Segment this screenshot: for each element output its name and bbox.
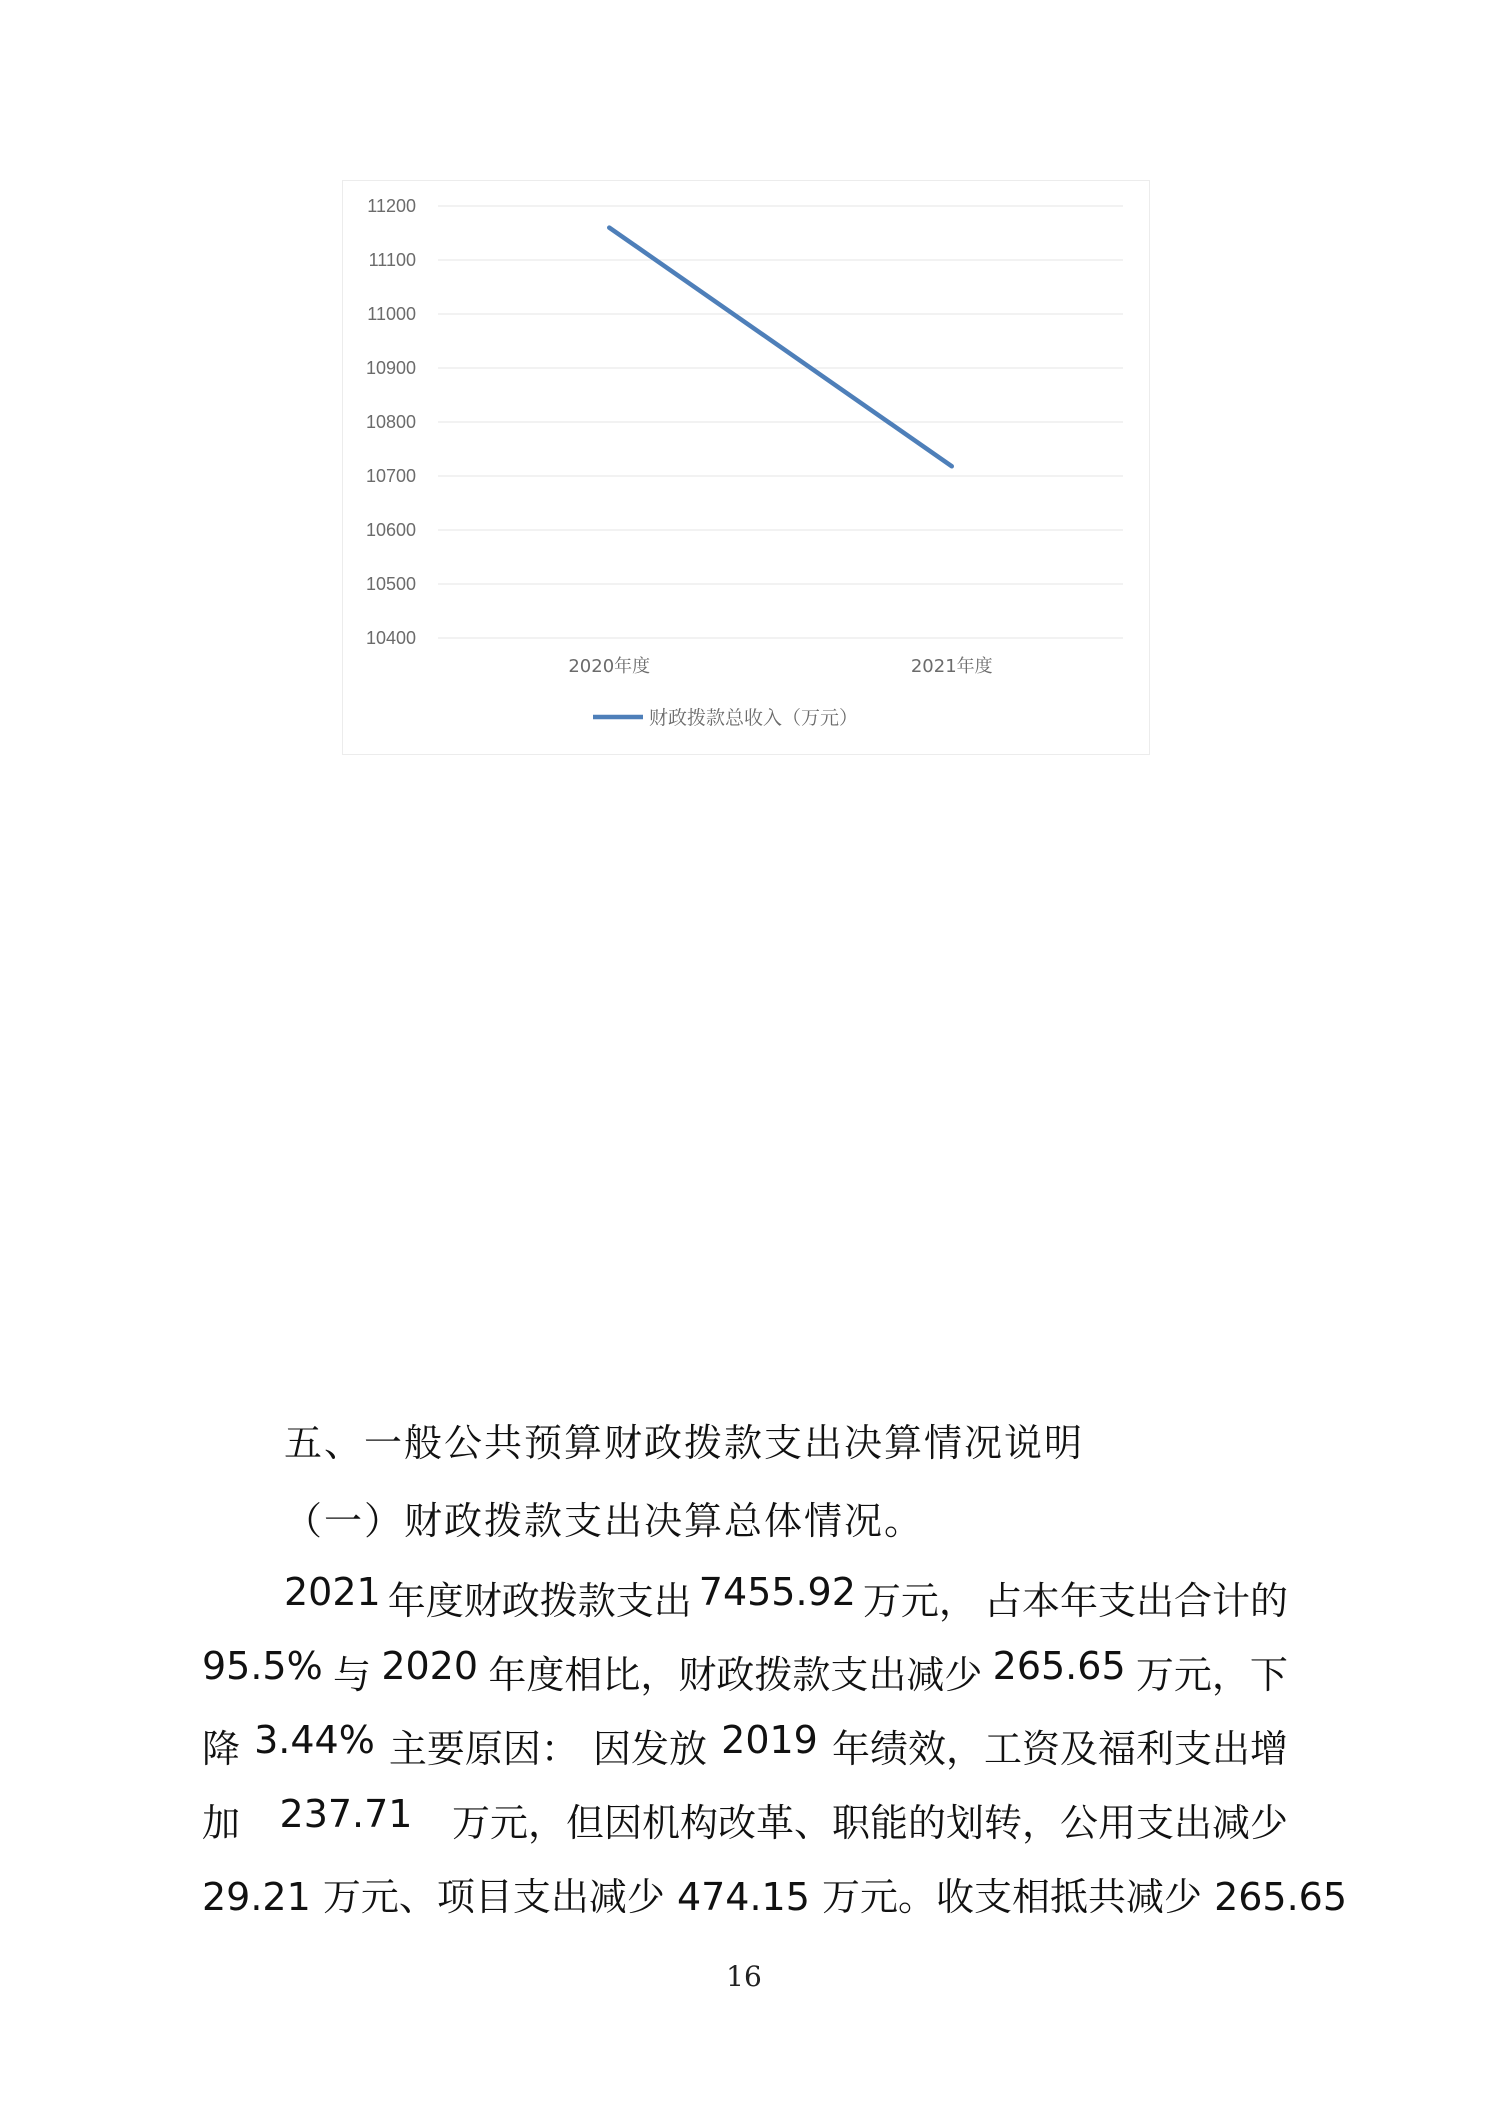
series-line xyxy=(609,228,952,467)
text-segment: 265.65 xyxy=(992,1644,1126,1688)
y-tick-label: 11000 xyxy=(367,304,416,324)
legend-label: 财政拨款总收入（万元） xyxy=(649,707,859,729)
y-tick-label: 10700 xyxy=(365,466,416,486)
text-segment: 主要原因： xyxy=(388,1727,579,1771)
y-tick-label: 10900 xyxy=(365,358,416,378)
text-segment: 万元， xyxy=(862,1579,977,1623)
text-segment: 2019 xyxy=(721,1718,818,1762)
text-segment: 年度财政拨款支出 xyxy=(387,1579,692,1623)
y-tick-label: 10600 xyxy=(365,520,416,540)
y-tick-label: 11100 xyxy=(368,250,416,270)
text-segment: 7455.92 xyxy=(698,1570,856,1614)
text-segment: 年度相比，财政拨款支出减少 xyxy=(488,1653,983,1697)
text-segment: 因发放 xyxy=(593,1727,708,1771)
text-segment: 与 xyxy=(333,1653,372,1697)
text-segment: 29.21 万元、项目支出减少 474.15 万元。收支相抵共减少 265.65 xyxy=(202,1875,1348,1919)
line-chart xyxy=(342,180,1150,755)
x-tick-label: 2021年度 xyxy=(910,656,993,677)
y-tick-label: 10800 xyxy=(365,412,416,432)
paragraph-line-4 xyxy=(202,1792,1288,1847)
text-segment: 降 xyxy=(202,1727,241,1771)
text-segment: 万元，下 xyxy=(1135,1653,1288,1697)
page-number: 16 xyxy=(726,1960,762,1993)
x-tick-label: 2020年度 xyxy=(568,656,651,677)
section-title: 五、一般公共预算财政拨款支出决算情况说明 xyxy=(284,1421,1085,1465)
text-segment: 95.5% xyxy=(202,1644,323,1688)
chart-canvas xyxy=(343,181,1151,756)
text-segment: 占本年支出合计的 xyxy=(983,1579,1288,1623)
paragraph-line-1 xyxy=(284,1570,1288,1625)
paragraph-line-3 xyxy=(202,1718,1288,1773)
text-segment: 3.44% xyxy=(254,1718,375,1762)
text-segment: 237.71 xyxy=(279,1792,413,1836)
y-tick-label: 11200 xyxy=(367,196,416,216)
paragraph-line-2 xyxy=(202,1644,1288,1699)
text-segment: 万元，但因机构改革、职能的划转，公用支出减少 xyxy=(451,1801,1288,1845)
text-segment: 加 xyxy=(202,1801,241,1845)
text-segment: 年绩效，工资及福利支出增 xyxy=(831,1727,1288,1771)
y-tick-label: 10400 xyxy=(365,628,416,648)
paragraph-line-5 xyxy=(202,1866,1348,1921)
y-tick-label: 10500 xyxy=(365,574,416,594)
text-segment: 2020 xyxy=(381,1644,479,1688)
subsection-title: （一）财政拨款支出决算总体情况。 xyxy=(284,1499,925,1543)
text-segment: 2021 xyxy=(284,1570,381,1614)
